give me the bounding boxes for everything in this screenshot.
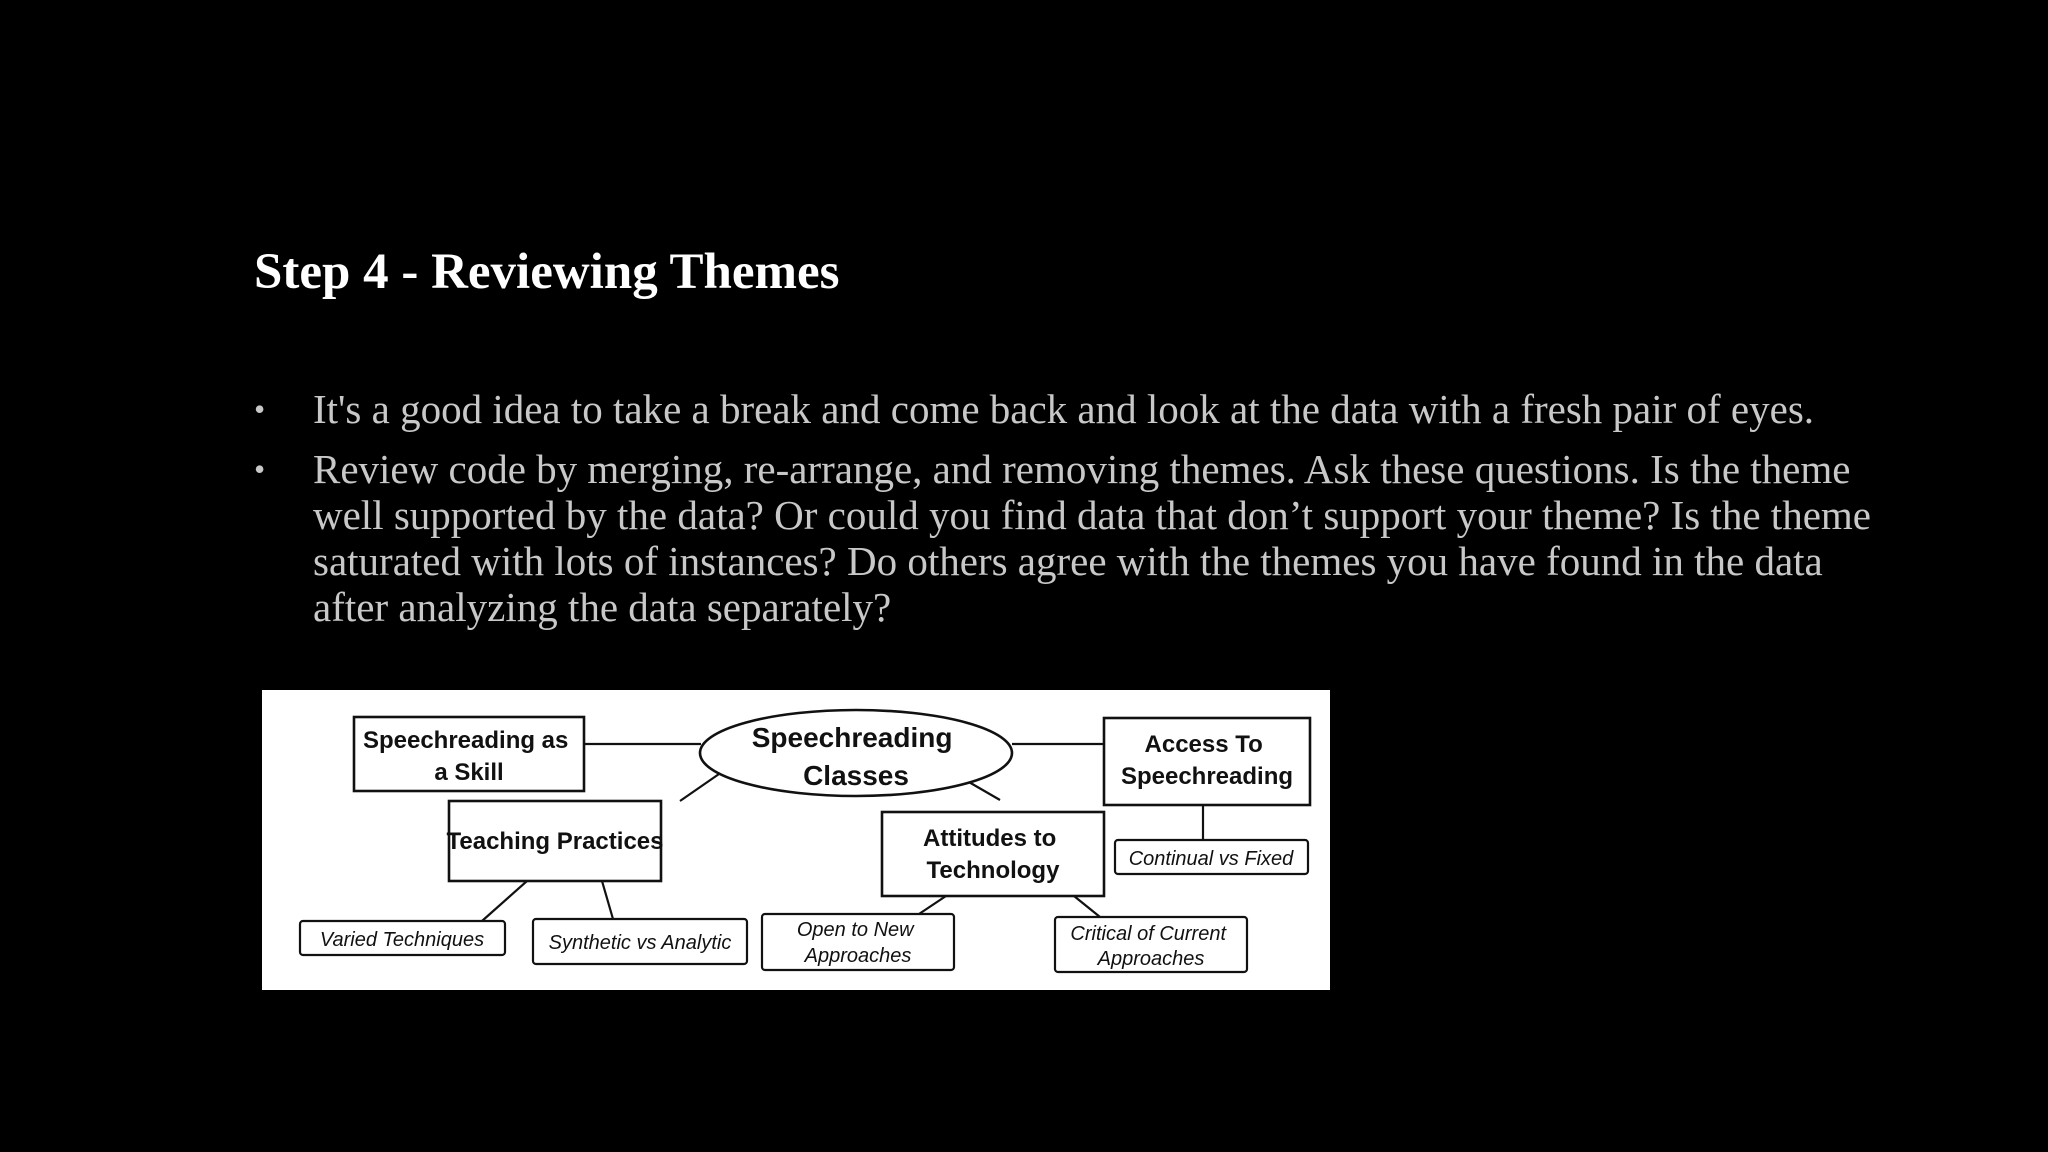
- theme-label: [447, 828, 664, 855]
- theme-label-line: a Skill: [434, 759, 504, 786]
- central-theme-node: [700, 710, 1012, 796]
- subtheme-label: [320, 929, 484, 951]
- subtheme-node-varied: [300, 921, 505, 955]
- subtheme-node-continual: [1115, 840, 1308, 874]
- bullet-list: [254, 386, 1874, 644]
- theme-node-teaching: [447, 801, 664, 881]
- bullet-text: Review code by merging, re-arrange, and removing themes. Ask these questions. Is the theme well supported by the data? Or could you find data that don’t support your theme? Is the theme saturated with lots of instances? Do others agree with the themes you have found in the data after analyzing the data separately?: [313, 446, 1871, 630]
- edge-attitudes-open: [919, 896, 946, 914]
- theme-label-line: Speechreading as: [362, 727, 569, 754]
- subtheme-label: [1129, 848, 1294, 870]
- thematic-map-diagram: [262, 690, 1330, 990]
- slide-title: Step 4 - Reviewing Themes: [254, 244, 840, 300]
- bullet-item: [254, 446, 1874, 630]
- subtheme-node-synthetic: [533, 919, 747, 964]
- theme-label-line: Access To: [1144, 731, 1263, 758]
- subtheme-node-critical: [1055, 917, 1247, 972]
- bullet-item: [254, 386, 1874, 432]
- bullet-marker: •: [254, 391, 266, 427]
- edge-teaching-synthetic: [602, 881, 613, 919]
- theme-node-access: [1104, 718, 1310, 805]
- central-theme-line: Speechreading: [751, 722, 953, 753]
- subtheme-label-line: Continual vs Fixed: [1128, 848, 1294, 870]
- subtheme-label-line: Approaches: [804, 945, 912, 967]
- subtheme-label-line: Critical of Current: [1070, 923, 1227, 945]
- theme-label-line: Teaching Practices: [446, 828, 664, 855]
- edge-teaching-varied: [482, 881, 527, 921]
- subtheme-label: [549, 932, 732, 954]
- bullet-marker: •: [254, 451, 266, 487]
- theme-label-line: Speechreading: [1120, 763, 1294, 790]
- central-theme-line: Classes: [803, 760, 909, 791]
- subtheme-node-open: [762, 914, 954, 970]
- edge-attitudes-critical: [1074, 896, 1100, 917]
- thematic-map-svg: [262, 690, 1330, 990]
- theme-label-line: Technology: [926, 857, 1060, 884]
- subtheme-label-line: Approaches: [1097, 948, 1205, 970]
- theme-node-attitudes: [882, 812, 1104, 896]
- subtheme-label-line: Open to New: [796, 919, 914, 941]
- edge-central-teaching: [680, 774, 719, 801]
- bullet-text: It's a good idea to take a break and come back and look at the data with a fresh pair of eyes.: [313, 386, 1815, 432]
- subtheme-label-line: Synthetic vs Analytic: [548, 932, 732, 954]
- theme-label-line: Attitudes to: [923, 825, 1057, 852]
- theme-node-skill: [354, 717, 584, 791]
- subtheme-label-line: Varied Techniques: [319, 929, 485, 951]
